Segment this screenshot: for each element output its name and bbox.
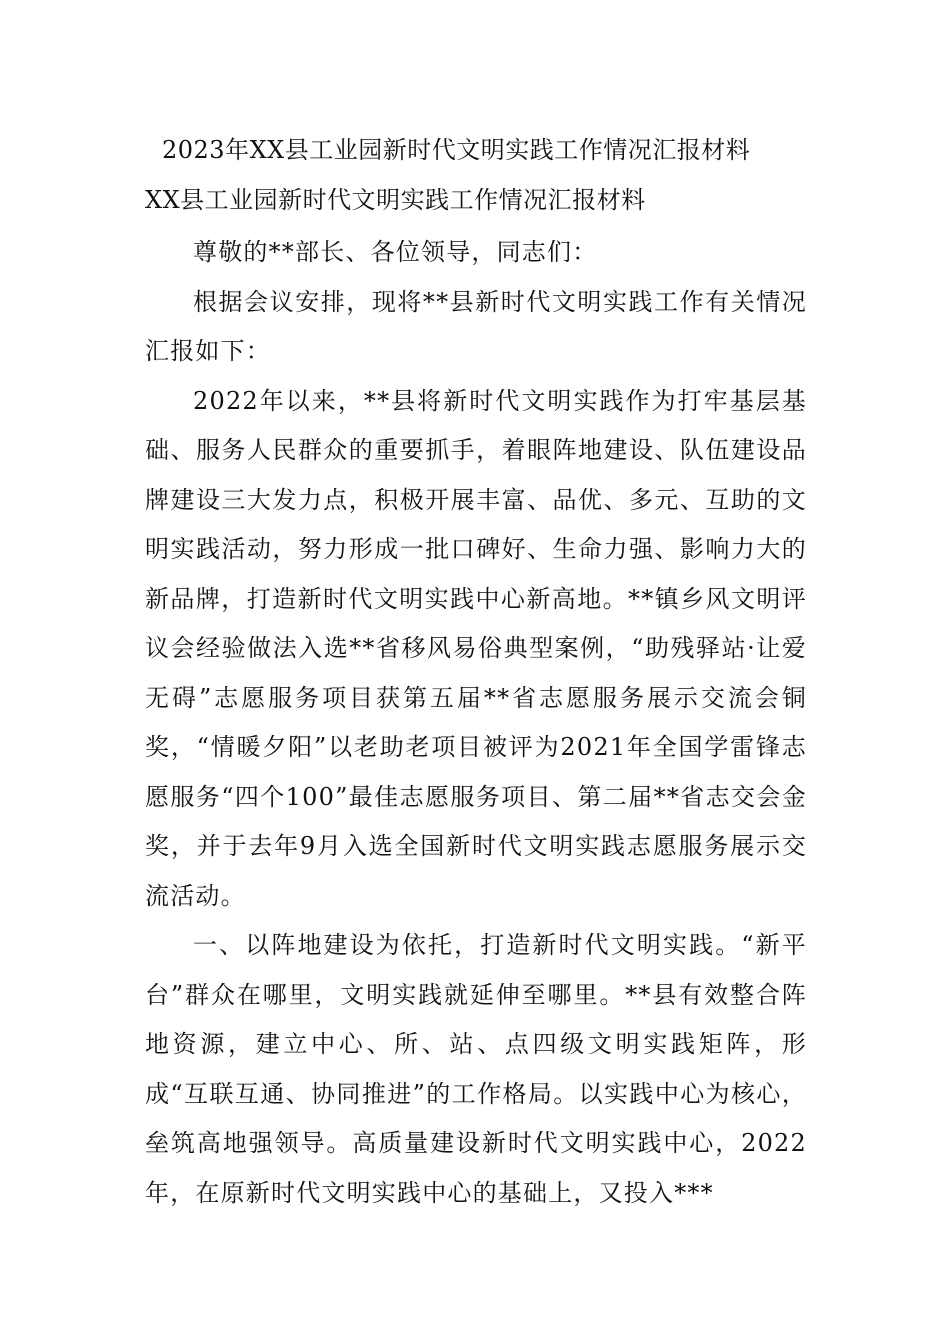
salutation-paragraph: 尊敬的**部长、各位领导，同志们： (193, 238, 598, 266)
document-body (145, 228, 807, 1218)
document-subtitle: XX县工业园新时代文明实践工作情况汇报材料 (145, 186, 646, 214)
document-title: 2023年XX县工业园新时代文明实践工作情况汇报材料 (162, 136, 751, 164)
overview-paragraph: 2022年以来，**县将新时代文明实践作为打牢基层基础、服务人民群众的重要抓手，着眼阵地建设、队伍建设品牌建设三大发力点，积极开展丰富、品优、多元、互助的文明实践活动，努力形成一批口碑好、生命力强、影响力大的新品牌，打造新时代文明实践中心新高地。**镇乡风文明评议会经验做法入选**省移风易俗典型案例，“助残驿站·让爱无碍”志愿服务项目获第五届**省志愿服务展示交流会铜奖，“情暖夕阳”以老助老项目被评为2021年全国学雷锋志愿服务“四个100”最佳志愿服务项目、第二届**省志交会金奖，并于去年9月入选全国新时代文明实践志愿服务展示交流活动。 (145, 386, 807, 910)
intro-paragraph: 根据会议安排，现将**县新时代文明实践工作有关情况汇报如下： (145, 287, 807, 365)
section-one-paragraph: 一、以阵地建设为依托，打造新时代文明实践。“新平台”群众在哪里，文明实践就延伸至哪里。**县有效整合阵地资源，建立中心、所、站、点四级文明实践矩阵，形成“互联互通、协同推进”的工作格局。以实践中心为核心，垒筑高地强领导。高质量建设新时代文明实践中心，2022年，在原新时代文明实践中心的基础上，又投入*** (145, 931, 807, 1207)
